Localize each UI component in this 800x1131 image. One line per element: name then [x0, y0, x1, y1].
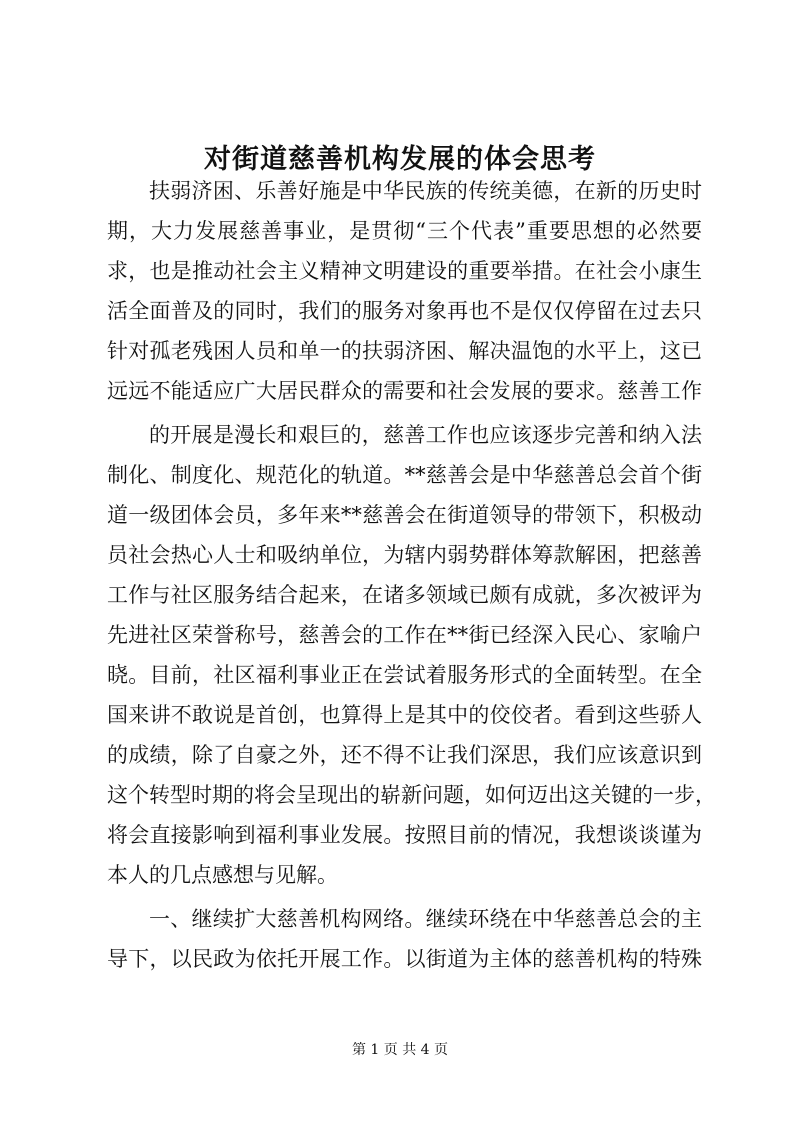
- text-line: 一、继续扩大慈善机构网络。继续环绕在中华慈善总会的主: [149, 907, 702, 931]
- text-line: 先进社区荣誉称号，慈善会的工作在**街已经深入民心、家喻户: [107, 623, 702, 647]
- text-line: 活全面普及的同时，我们的服务对象再也不是仅仅停留在过去只: [107, 299, 702, 323]
- paragraph-3: [107, 899, 702, 979]
- text-line: 的开展是漫长和艰巨的，慈善工作也应该逐步完善和纳入法: [149, 423, 702, 447]
- text-line: 道一级团体会员，多年来**慈善会在街道领导的带领下，积极动: [107, 503, 702, 527]
- text-line: 针对孤老残困人员和单一的扶弱济困、解决温饱的水平上，这已: [107, 339, 702, 363]
- text-line: 工作与社区服务结合起来，在诸多领域已颇有成就，多次被评为: [107, 583, 702, 607]
- text-line: 导下，以民政为依托开展工作。以街道为主体的慈善机构的特殊: [107, 947, 702, 971]
- page-number-footer: 第 1 页 共 4 页: [351, 1042, 449, 1058]
- text-line: 晓。目前，社区福利事业正在尝试着服务形式的全面转型。在全: [107, 663, 702, 687]
- text-line: 的成绩，除了自豪之外，还不得不让我们深思，我们应该意识到: [107, 743, 702, 767]
- text-line: 求，也是推动社会主义精神文明建设的重要举措。在社会小康生: [107, 259, 702, 283]
- text-line: 国来讲不敢说是首创，也算得上是其中的佼佼者。看到这些骄人: [107, 703, 702, 727]
- text-line: 远远不能适应广大居民群众的需要和社会发展的要求。慈善工作: [107, 379, 702, 403]
- document-title: 对街道慈善机构发展的体会思考: [204, 144, 596, 175]
- paragraph-1: [107, 171, 702, 411]
- text-line: 期，大力发展慈善事业，是贯彻“三个代表”重要思想的必然要: [107, 219, 702, 243]
- paragraph-2: [107, 415, 716, 895]
- text-line: 本人的几点感想与见解。: [107, 863, 338, 887]
- text-line: 将会直接影响到福利事业发展。按照目前的情况，我想谈谈谨为: [107, 823, 702, 847]
- text-line: 这个转型时期的将会呈现出的崭新问题，如何迈出这关键的一步，: [107, 783, 716, 807]
- text-line: 员社会热心人士和吸纳单位，为辖内弱势群体筹款解困，把慈善: [107, 543, 702, 567]
- text-line: 扶弱济困、乐善好施是中华民族的传统美德，在新的历史时: [149, 179, 702, 203]
- text-line: 制化、制度化、规范化的轨道。**慈善会是中华慈善总会首个街: [107, 463, 702, 487]
